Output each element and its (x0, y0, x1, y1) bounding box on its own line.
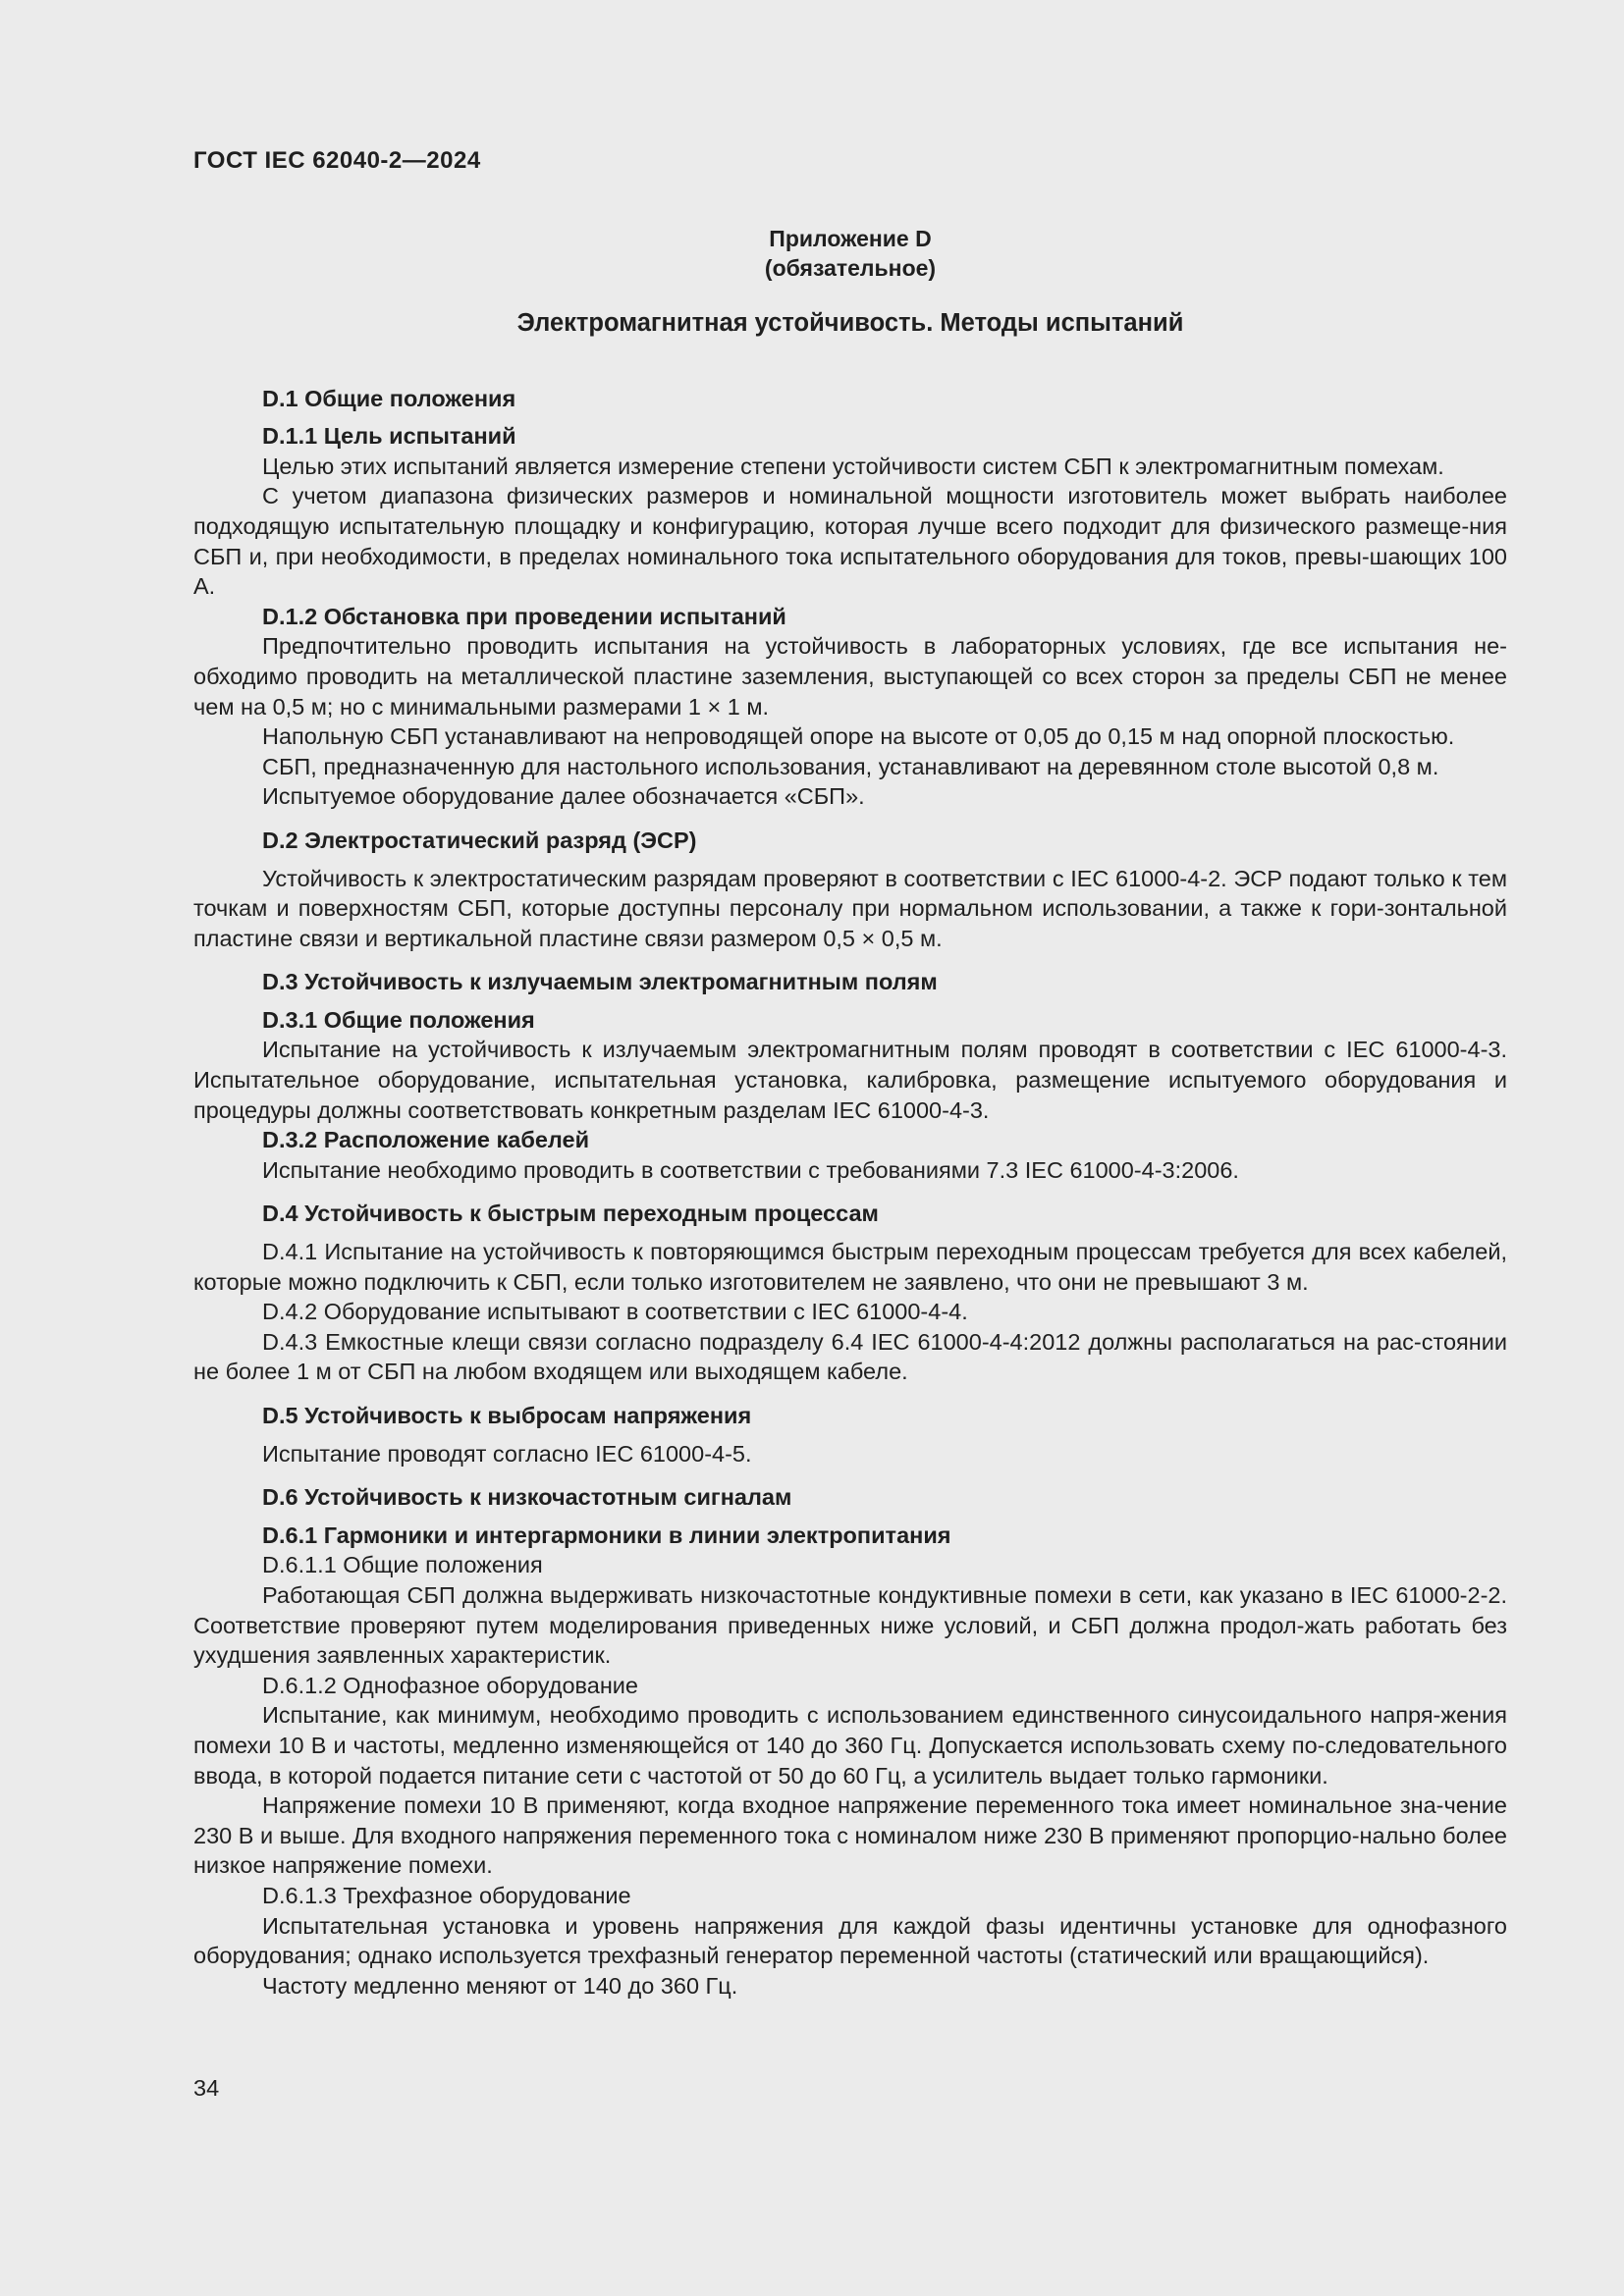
subsection-heading-d6-1-1: D.6.1.1 Общие положения (262, 1552, 543, 1578)
paragraph: Испытательная установка и уровень напряжения для каждой фазы идентичны установке для однофазного оборудования; однако используется трехфазный генератор переменной частоты (статический или вращающийся). (193, 1912, 1507, 1969)
paragraph: Испытуемое оборудование далее обозначается «СБП». (262, 783, 865, 810)
paragraph: D.4.1 Испытание на устойчивость к повторяющимся быстрым переходным процессам требуется для всех кабелей, которые можно подключить к СБП, если только изготовителем не заявлено, что они не превышают 3 м. (193, 1239, 1507, 1295)
section-heading-d5: D.5 Устойчивость к выбросам напряжения (262, 1403, 752, 1428)
paragraph: Напряжение помехи 10 В применяют, когда входное напряжение переменного тока имеет номинальное зна-чение 230 В и выше. Для входного напряжения переменного тока с номиналом ниже 230 В применяют пропорцио-нально более низкое напряжение помехи. (193, 1792, 1507, 1879)
paragraph: Работающая СБП должна выдерживать низкочастотные кондуктивные помехи в сети, как указано в IEC 61000-2-2. Соответствие проверяют путем моделирования приведенных ниже условий, и СБП должна продол-жать работать без ухудшения заявленных характеристик. (193, 1581, 1507, 1669)
page-content (193, 224, 1507, 2001)
annex-status: (обязательное) (764, 255, 937, 281)
subsection-heading-d3-2: D.3.2 Расположение кабелей (262, 1127, 590, 1153)
section-heading-d2: D.2 Электростатический разряд (ЭСР) (262, 827, 697, 853)
paragraph: Испытание проводят согласно IEC 61000-4-5. (262, 1440, 752, 1467)
paragraph: D.4.3 Емкостные клещи связи согласно подразделу 6.4 IEC 61000-4-4:2012 должны располагаться на рас-стоянии не более 1 м от СБП на любом входящем или выходящем кабеле. (193, 1328, 1507, 1385)
paragraph: Испытание, как минимум, необходимо проводить с использованием единственного синусоидального напря-жения помехи 10 В и частоты, медленно изменяющейся от 140 до 360 Гц. Допускается использовать схему по-следовательного ввода, в которой подается питание сети с частотой от 50 до 60 Гц, а усилитель выдает только гармоники. (193, 1702, 1507, 1789)
paragraph: СБП, предназначенную для настольного использования, устанавливают на деревянном столе высотой 0,8 м. (262, 753, 1439, 779)
annex-title: Электромагнитная устойчивость. Методы испытаний (516, 309, 1184, 337)
section-heading-d4: D.4 Устойчивость к быстрым переходным процессам (262, 1201, 879, 1227)
subsection-heading-d6-1-3: D.6.1.3 Трехфазное оборудование (262, 1882, 631, 1908)
subsection-heading-d1-1: D.1.1 Цель испытаний (262, 423, 516, 450)
paragraph: С учетом диапазона физических размеров и номинальной мощности изготовитель может выбрать наиболее подходящую испытательную площадку и конфигурацию, которая лучше всего подходит для физического размеще-ния СБП и, при необходимости, в пределах номинального тока испытательного оборудования для токов, превы-шающих 100 А. (193, 483, 1507, 600)
subsection-heading-d1-2: D.1.2 Обстановка при проведении испытаний (262, 603, 786, 629)
section-heading-d1: D.1 Общие положения (262, 385, 516, 411)
section-heading-d6: D.6 Устойчивость к низкочастотным сигналам (262, 1484, 792, 1511)
subsection-heading-d3-1: D.3.1 Общие положения (262, 1006, 535, 1033)
paragraph: D.4.2 Оборудование испытывают в соответствии с IEC 61000-4-4. (262, 1299, 968, 1325)
page-number: 34 (193, 2075, 220, 2101)
paragraph: Целью этих испытаний является измерение степени устойчивости систем СБП к электромагнитным помехам. (262, 453, 1444, 479)
paragraph: Испытание на устойчивость к излучаемым электромагнитным полям проводят в соответствии с IEC 61000-4-3. Испытательное оборудование, испытательная установка, калибровка, размещение испытуемого оборудования и процедуры должны соответствовать конкретным разделам IEC 61000-4-3. (193, 1037, 1507, 1123)
subsection-heading-d6-1-2: D.6.1.2 Однофазное оборудование (262, 1672, 638, 1698)
annex-label: Приложение D (769, 226, 932, 251)
subsection-heading-d6-1: D.6.1 Гармоники и интергармоники в линии электропитания (262, 1522, 951, 1548)
paragraph: Испытание необходимо проводить в соответствии с требованиями 7.3 IEC 61000-4-3:2006. (262, 1156, 1239, 1183)
paragraph: Частоту медленно меняют от 140 до 360 Гц. (262, 1972, 738, 1999)
paragraph: Напольную СБП устанавливают на непроводящей опоре на высоте от 0,05 до 0,15 м над опорной плоскостью. (262, 723, 1455, 750)
section-heading-d3: D.3 Устойчивость к излучаемым электромагнитным полям (262, 969, 938, 995)
paragraph: Устойчивость к электростатическим разрядам проверяют в соответствии с IEC 61000-4-2. ЭСР подают только к тем точкам и поверхностям СБП, которые доступны персоналу при нормальном использовании, а также к гори-зонтальной пластине связи и вертикальной пластине связи размером 0,5 × 0,5 м. (193, 865, 1507, 951)
document-code: ГОСТ IEC 62040-2—2024 (193, 147, 481, 174)
paragraph: Предпочтительно проводить испытания на устойчивость в лабораторных условиях, где все испытания не-обходимо проводить на металлической пластине заземления, выступающей со всех сторон за пределы СБП не менее чем на 0,5 м; но с минимальными размерами 1 × 1 м. (193, 633, 1507, 720)
